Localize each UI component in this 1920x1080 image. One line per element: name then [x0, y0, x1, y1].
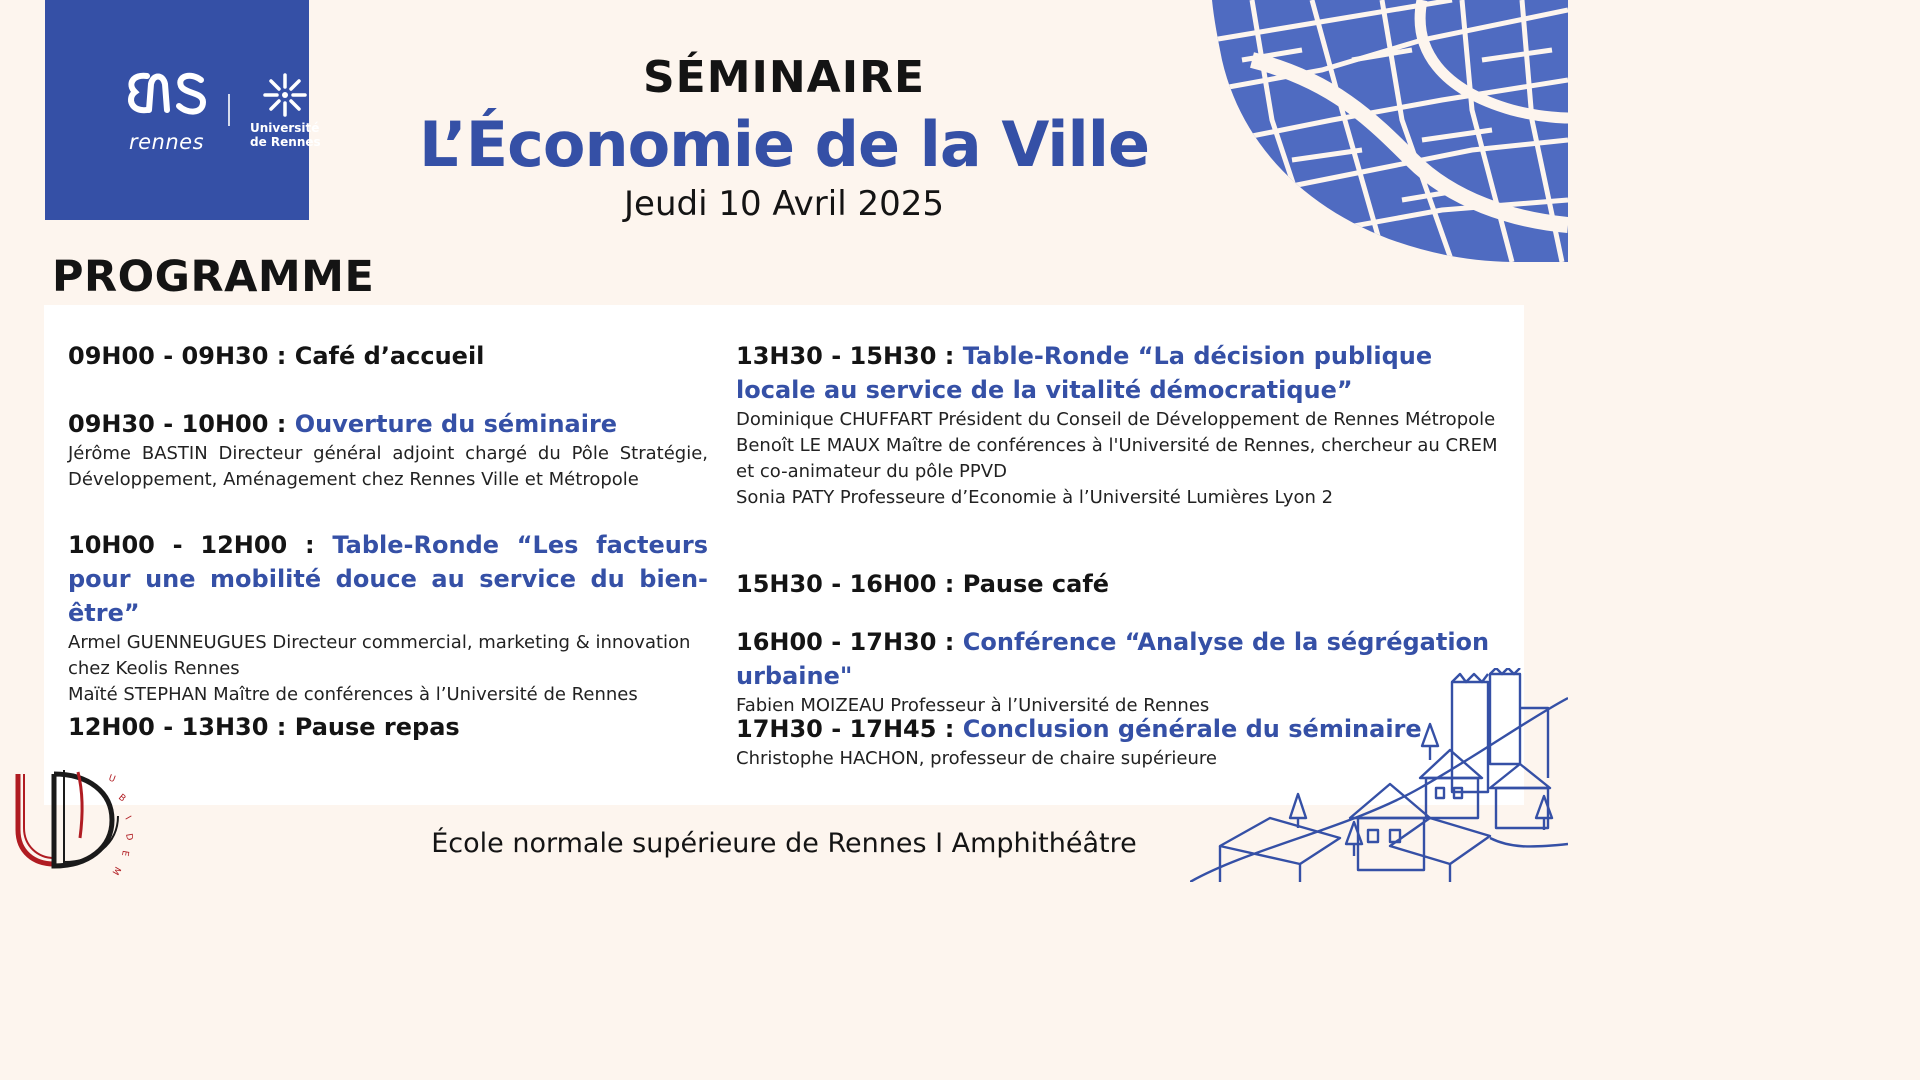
programme-item-pause-cafe [736, 567, 1507, 601]
item-time: 09H30 - 10H00 : [68, 410, 287, 438]
ubidem-logo-icon [8, 768, 138, 878]
programme-item-pause-repas [68, 710, 708, 744]
item-title: Café d’accueil [294, 342, 485, 370]
seminar-kicker: SÉMINAIRE [642, 52, 926, 103]
svg-text:B: B [116, 792, 128, 805]
universite-rennes-text [250, 121, 330, 149]
city-map-illustration [1212, 0, 1568, 262]
programme-item-table-ronde-decision [736, 339, 1507, 511]
logo-divider [228, 94, 230, 126]
item-time: 12H00 - 13H30 : [68, 713, 287, 741]
village-illustration [1190, 668, 1568, 882]
svg-text:M: M [109, 864, 123, 877]
programme-item-ouverture [68, 407, 708, 493]
univ-line-1: Université [250, 121, 320, 135]
speaker-line: Jérôme BASTIN Directeur général adjoint chargé du Pôle Stratégie, Développement, Aménagement chez Rennes Ville et Métropole [68, 443, 708, 490]
speaker-line: Fabien MOIZEAU Professeur à l’Université de Rennes [736, 695, 1210, 716]
item-title: Pause café [962, 570, 1110, 598]
speaker-line: Maïté STEPHAN Maître de conférences à l’Université de Rennes [68, 684, 638, 705]
item-time: 10H00 - 12H00 : [68, 531, 315, 559]
item-title: Table-Ronde “Les facteurs pour une mobilité douce au service du bien-être” [68, 531, 708, 627]
programme-item-cafe-accueil [68, 339, 708, 373]
svg-text:I: I [122, 814, 133, 822]
item-title: Conclusion générale du séminaire [962, 715, 1422, 743]
item-time: 17H30 - 17H45 : [736, 715, 955, 743]
ens-logo-icon [125, 70, 209, 124]
speaker-line: Sonia PATY Professeure d’Economie à l’Université Lumières Lyon 2 [736, 487, 1334, 508]
item-time: 16H00 - 17H30 : [736, 628, 955, 656]
svg-text:E: E [119, 849, 130, 857]
universite-rennes-emblem-icon [262, 72, 308, 118]
item-title: Pause repas [294, 713, 460, 741]
venue-footer: École normale supérieure de Rennes I Amphithéâtre [431, 828, 1137, 859]
logo-block [45, 0, 321, 220]
univ-line-2: de Rennes [250, 135, 321, 149]
seminar-date: Jeudi 10 Avril 2025 [624, 184, 944, 224]
item-time: 15H30 - 16H00 : [736, 570, 955, 598]
item-time: 13H30 - 15H30 : [736, 342, 955, 370]
ens-logo-text: rennes [129, 130, 205, 154]
item-time: 09H00 - 09H30 : [68, 342, 287, 370]
speaker-line: Dominique CHUFFART Président du Conseil de Développement de Rennes Métropole [736, 409, 1496, 430]
seminar-title: L’Économie de la Ville [418, 108, 1150, 181]
svg-text:D: D [123, 832, 135, 842]
speaker-line: Christophe HACHON, professeur de chaire supérieure [736, 748, 1217, 769]
programme-item-table-ronde-mobilite [68, 528, 708, 708]
speaker-line: Armel GUENNEUGUES Directeur commercial, marketing & innovation chez Keolis Rennes [68, 632, 691, 679]
programme-heading: PROGRAMME [52, 252, 375, 302]
svg-text:U: U [106, 773, 117, 786]
item-title: Conférence “Analyse de la ségrégation urbaine" [736, 628, 1490, 690]
item-title: Ouverture du séminaire [294, 410, 618, 438]
speaker-line: Benoît LE MAUX Maître de conférences à l'Université de Rennes, chercheur au CREM et co-animateur du pôle PPVD [736, 435, 1498, 482]
item-title: Table-Ronde “La décision publique locale au service de la vitalité démocratique” [736, 342, 1433, 404]
